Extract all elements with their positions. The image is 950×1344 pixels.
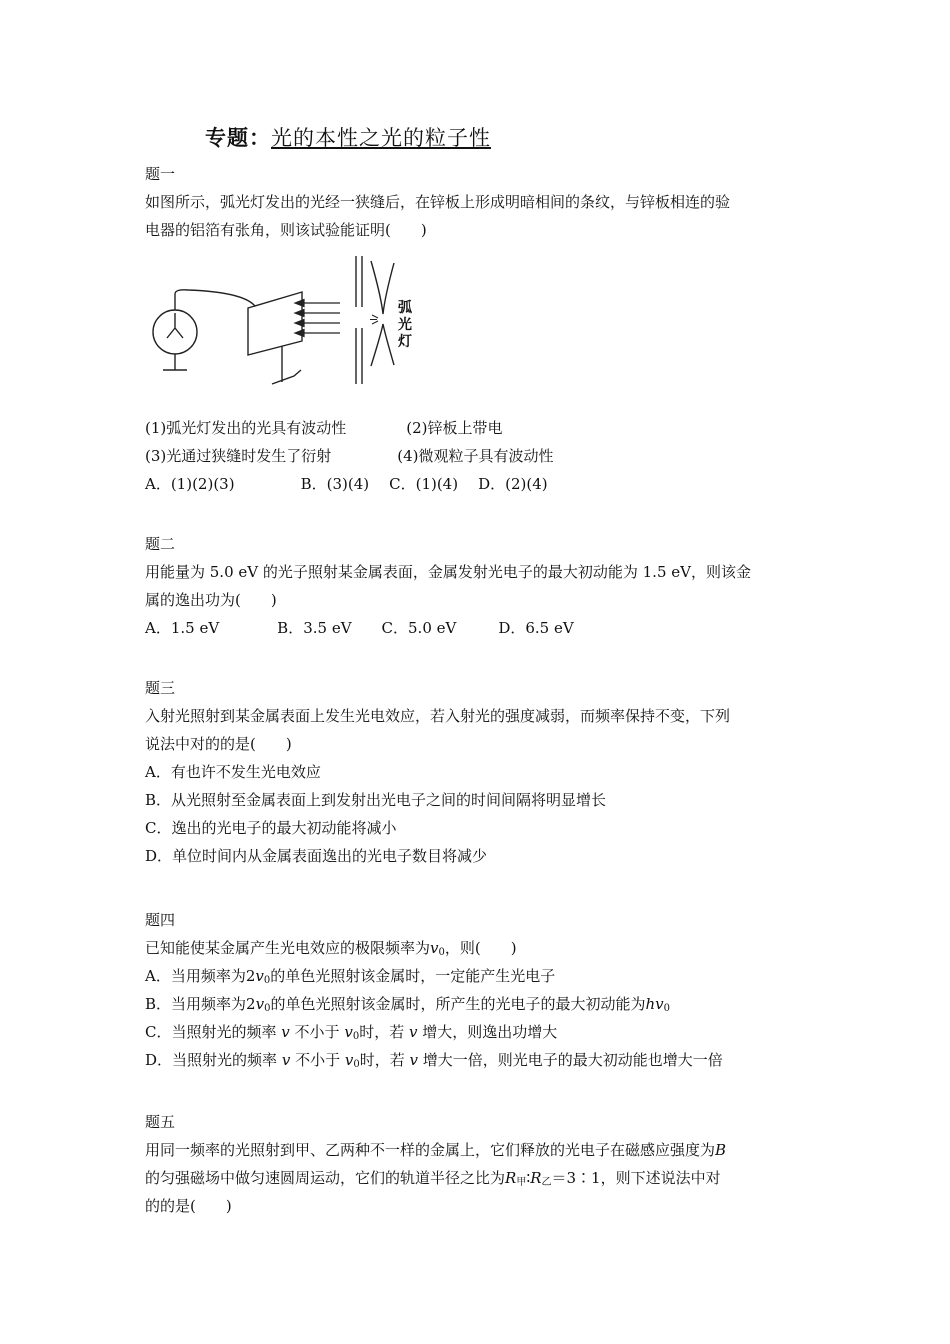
q4-d-text-mid1: 不小于 (295, 1051, 341, 1069)
q1-option-c[interactable]: C．(1)(4) (389, 475, 459, 493)
nu-subscript: 0 (353, 1059, 360, 1070)
q4-c-text-mid2: 时，若 (359, 1023, 405, 1041)
v-symbol: v (409, 1051, 419, 1069)
q4-d-text: D．当照射光的频率 (145, 1051, 278, 1069)
q5-stem-line-1 (145, 1136, 810, 1164)
question-4 (145, 906, 810, 1074)
q1-option-d[interactable]: D．(2)(4) (478, 475, 548, 493)
q4-c-text-end: 增大，则逸出功增大 (422, 1023, 558, 1041)
nu-subscript: 0 (264, 1003, 271, 1014)
q4-a-text-end: 的单色光照射该金属时，一定能产生光电子 (270, 967, 556, 985)
question-2 (145, 530, 810, 642)
q4-d-text-mid2: 时，若 (359, 1051, 405, 1069)
q4-heading: 题四 (145, 911, 176, 929)
q4-stem-text-end: ，则( ) (444, 939, 517, 957)
q3-option-a[interactable]: A．有也许不发生光电效应 (145, 763, 321, 781)
radius-symbol: R (505, 1169, 517, 1187)
nu-symbol: v (344, 1023, 353, 1041)
q2-stem-line-1: 用能量为 5.0 eV 的光子照射某金属表面，金属发射光电子的最大初动能为 1.5 eV，则该金 (145, 563, 751, 581)
q3-option-d[interactable]: D．单位时间内从金属表面逸出的光电子数目将减少 (145, 847, 488, 865)
nu-subscript: 0 (663, 1003, 670, 1014)
nu-symbol: v (255, 967, 264, 985)
question-1 (145, 160, 810, 244)
q2-heading: 题二 (145, 535, 176, 553)
electroscope-leaves (167, 313, 183, 338)
nu-symbol: v (430, 939, 439, 957)
q3-option-b[interactable]: B．从光照射至金属表面上到发射出光电子之间的时间间隔将明显增长 (145, 791, 607, 809)
q1-option-b[interactable]: B．(3)(4) (300, 475, 370, 493)
q4-b-coefficient: 2 (246, 995, 256, 1013)
arc-lamp-label: 弧光灯 (398, 300, 412, 350)
q4-stem (145, 934, 810, 962)
q3-stem-line-2: 说法中对的的是( ) (145, 735, 292, 753)
b-field-symbol: B (715, 1141, 727, 1159)
q2-stem-line-2: 属的逸出功为( ) (145, 591, 277, 609)
q1-stem-line-1: 如图所示，弧光灯发出的光经一狭缝后，在锌板上形成明暗相间的条纹，与锌板相连的验 (145, 193, 731, 211)
q2-option-a[interactable]: A．1.5 eV (145, 619, 220, 637)
slit (356, 256, 362, 384)
nu-symbol: v (255, 995, 265, 1013)
q5-stem-line-2 (145, 1164, 810, 1192)
q1-statements-row-2 (145, 442, 810, 470)
q2-option-b[interactable]: B．3.5 eV (277, 619, 352, 637)
title-main: 光的本性之光的粒子性 (271, 126, 491, 150)
nu-symbol: v (344, 1051, 354, 1069)
v-symbol: v (281, 1023, 290, 1041)
q4-b-text-mid: 的单色光照射该金属时，所产生的光电子的最大初动能为 (270, 995, 646, 1013)
question-3 (145, 674, 810, 870)
plate-stand (272, 346, 301, 384)
q4-option-c[interactable] (145, 1018, 810, 1046)
radius-symbol: R (530, 1169, 542, 1187)
q3-option-c[interactable]: C．逸出的光电子的最大初动能将减小 (145, 819, 397, 837)
q1-statements-row-1 (145, 414, 810, 442)
q4-option-a[interactable] (145, 962, 810, 990)
nu-symbol: v (655, 995, 664, 1013)
q1-choices (145, 470, 810, 498)
question-1-options (145, 414, 810, 498)
q5-stem-text: 用同一频率的光照射到甲、乙两种不一样的金属上，它们释放的光电子在磁感应强度为 (145, 1141, 716, 1159)
title-prefix: 专题： (205, 125, 271, 150)
q5-heading: 题五 (145, 1113, 176, 1131)
radius-subscript-yi: 乙 (541, 1177, 552, 1188)
q5-stem-text-2: 的匀强磁场中做匀速圆周运动，它们的轨道半径之比为 (145, 1169, 506, 1187)
q4-option-d[interactable] (145, 1046, 810, 1074)
q1-statement-1: (1)弧光灯发出的光具有波动性 (145, 419, 347, 437)
connecting-wire (175, 290, 255, 310)
q4-d-text-end: 增大一倍，则光电子的最大初动能也增大一倍 (422, 1051, 723, 1069)
nu-subscript: 0 (352, 1031, 360, 1042)
q4-stem-text: 已知能使某金属产生光电效应的极限频率为 (145, 939, 431, 957)
q1-stem-line-2: 电器的铝箔有张角，则该试验能证明( ) (145, 221, 427, 239)
q4-a-text: A．当用频率为 (145, 967, 246, 985)
nu-subscript: 0 (263, 975, 271, 986)
q2-option-d[interactable]: D．6.5 eV (498, 619, 574, 637)
q1-statement-3: (3)光通过狭缝时发生了衍射 (145, 447, 332, 465)
q4-a-coefficient: 2 (245, 967, 256, 985)
q1-statement-2: (2)锌板上带电 (406, 419, 503, 437)
q1-option-a[interactable]: A．(1)(2)(3) (145, 475, 235, 493)
planck-symbol: h (645, 995, 656, 1013)
question-5 (145, 1108, 810, 1220)
lower-electrode (371, 324, 394, 366)
radius-subscript-jia: 甲 (516, 1177, 527, 1188)
page-title (205, 122, 491, 152)
q1-statement-4: (4)微观粒子具有波动性 (397, 447, 554, 465)
arc-lamp-electroscope-figure (148, 252, 428, 390)
q4-c-text: C．当照射光的频率 (145, 1023, 277, 1041)
q1-heading: 题一 (145, 165, 176, 183)
q5-stem-text-3: ＝3∶1，则下述说法中对 (551, 1169, 721, 1187)
nu-subscript: 0 (438, 947, 445, 958)
q4-b-text: B．当用频率为 (145, 995, 247, 1013)
q5-stem-line-3: 的的是( ) (145, 1197, 232, 1215)
q4-option-b[interactable] (145, 990, 810, 1018)
ratio-colon: ∶ (526, 1169, 531, 1187)
zinc-plate (248, 292, 302, 355)
q3-heading: 题三 (145, 679, 176, 697)
v-symbol: v (281, 1051, 291, 1069)
upper-electrode (371, 261, 394, 314)
q2-choices (145, 614, 810, 642)
electroscope-stand (163, 354, 187, 370)
arc-spark (370, 315, 378, 324)
v-symbol: v (408, 1023, 418, 1041)
q4-c-text-mid1: 不小于 (294, 1023, 340, 1041)
q3-stem-line-1: 入射光照射到某金属表面上发生光电效应，若入射光的强度减弱，而频率保持不变，下列 (145, 707, 731, 725)
q2-option-c[interactable]: C．5.0 eV (381, 619, 457, 637)
